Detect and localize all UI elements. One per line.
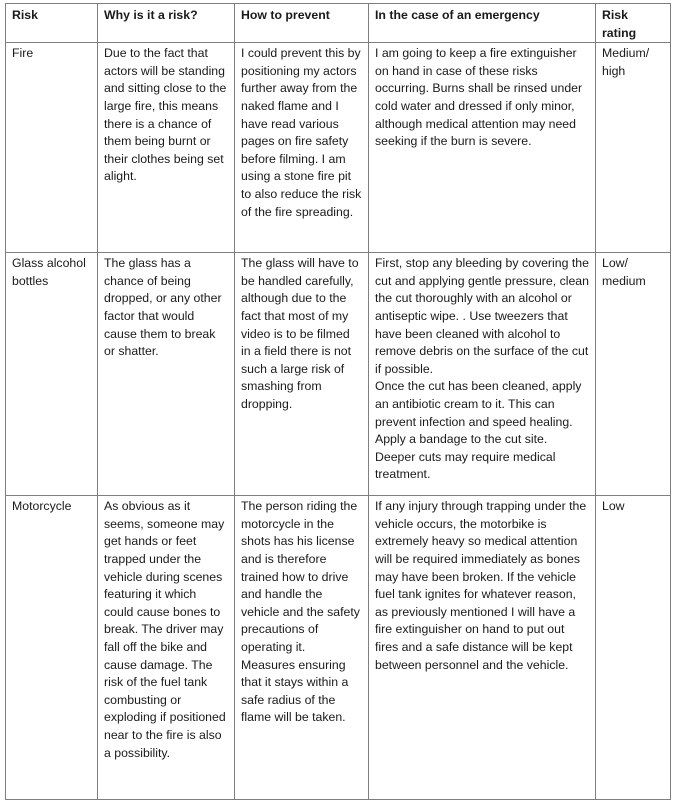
cell-emergency — [369, 496, 596, 800]
table-row-motorcycle — [6, 496, 671, 800]
cell-emergency-paragraph: I am going to keep a fire extinguisher on hand in case of these risks occurring. Burns shall be rinsed under cold water and dressed if only minor, although medical attention may need seeking if the burn is severe. — [375, 46, 583, 149]
cell-why: As obvious as it seems, someone may get hands or feet trapped under the vehicle during scenes featuring it which could cause bones to break. The driver may fall off the bike and cause damage. The risk of the fuel tank combusting or exploding if positioned near to the fire is also a possibility. — [98, 496, 235, 800]
cell-why: Due to the fact that actors will be standing and sitting close to the large fire, this means there is a chance of them being burnt or their clothes being set alight. — [98, 43, 235, 253]
header-emergency: In the case of an emergency — [369, 4, 596, 43]
cell-risk: Fire — [6, 43, 98, 253]
table-header-row — [6, 4, 671, 43]
risk-assessment-table — [5, 3, 671, 800]
cell-why: The glass has a chance of being dropped, or any other factor that would cause them to break or shatter. — [98, 253, 235, 496]
cell-rating: Medium/ high — [596, 43, 671, 253]
cell-risk: Glass alcohol bottles — [6, 253, 98, 496]
cell-emergency-paragraph: First, stop any bleeding by covering the cut and applying gentle pressure, clean the cut thoroughly with an alcohol or antiseptic wipe. . Use tweezers that have been cleaned with alcohol to remove debris on the surface of the cut if possible. — [375, 256, 589, 376]
header-rating: Risk rating — [596, 4, 671, 43]
cell-prevent: I could prevent this by positioning my actors further away from the naked flame and I have read various pages on fire safety before filming. I am using a stone fire pit to also reduce the risk of the fire spreading. — [235, 43, 369, 253]
header-prevent: How to prevent — [235, 4, 369, 43]
cell-emergency-paragraph: Once the cut has been cleaned, apply an antibiotic cream to it. This can prevent infection and speed healing. Apply a bandage to the cut site. Deeper cuts may require medical treatment. — [375, 379, 582, 482]
cell-emergency — [369, 253, 596, 496]
table-row-fire — [6, 43, 671, 253]
cell-emergency-paragraph: If any injury through trapping under the vehicle occurs, the motorbike is extremely heavy so medical attention will be required immediately as bones may have been broken. If the vehicle fuel tank ignites for whatever reason, as previously mentioned I will have a fire extinguisher on hand to put out fires and a safe distance will be kept between personnel and the vehicle. — [375, 499, 587, 672]
cell-prevent: The person riding the motorcycle in the shots has his license and is therefore trained how to drive and handle the vehicle and the safety precautions of operating it. Measures ensuring that it stays within a safe radius of the flame will be taken. — [235, 496, 369, 800]
cell-rating: Low/ medium — [596, 253, 671, 496]
header-why: Why is it a risk? — [98, 4, 235, 43]
table-row-glass — [6, 253, 671, 496]
cell-risk: Motorcycle — [6, 496, 98, 800]
cell-emergency — [369, 43, 596, 253]
header-risk: Risk — [6, 4, 98, 43]
cell-prevent: The glass will have to be handled carefully, although due to the fact that most of my video is to be filmed in a field there is not such a large risk of smashing from dropping. — [235, 253, 369, 496]
cell-rating: Low — [596, 496, 671, 800]
